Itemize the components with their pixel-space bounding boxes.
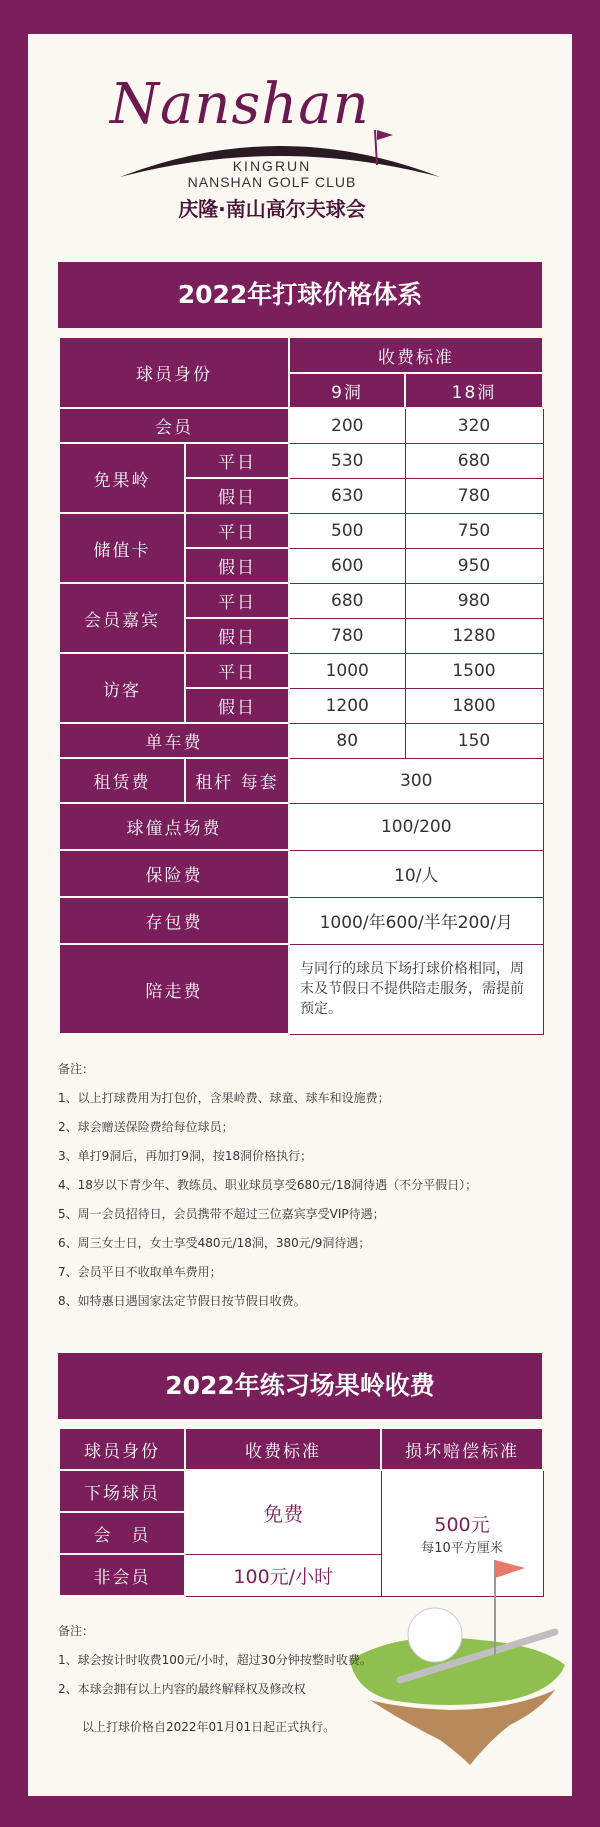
row-card: 储值卡 (59, 513, 185, 583)
notes2-title: 备注： (58, 1624, 95, 1638)
note-item: 4、18岁以下青少年、教练员、职业球员享受680元/18洞待遇（不分平假日）； (58, 1178, 478, 1192)
notes-practice (58, 1617, 372, 1704)
header-fee: 收费标准 (289, 337, 543, 373)
cell: 780 (289, 618, 405, 653)
cell: 1280 (405, 618, 543, 653)
row-member: 会员 (59, 408, 289, 443)
weekday-label: 平日 (185, 653, 289, 688)
cell: 320 (405, 408, 543, 443)
row-caddie: 球僮点场费 (59, 803, 289, 850)
note-item: 1、以上打球费用为打包价，含果岭费、球童、球车和设施费； (58, 1091, 390, 1105)
note-item: 2、本球会拥有以上内容的最终解释权及修改权 (58, 1682, 306, 1696)
notes-price (58, 1055, 477, 1316)
cell: 530 (289, 443, 405, 478)
holiday-label: 假日 (185, 618, 289, 653)
cell: 1000/年600/半年200/月 (289, 897, 543, 944)
cell: 680 (405, 443, 543, 478)
effective-date (82, 1713, 335, 1742)
cell: 680 (289, 583, 405, 618)
logo-line-kingrun: KINGRUN (232, 158, 312, 174)
weekday-label: 平日 (185, 583, 289, 618)
notes-title: 备注： (58, 1062, 95, 1076)
p-damage: 500元 (434, 1514, 490, 1537)
logo-line-chinese: 庆隆·南山高尔夫球会 (178, 197, 366, 221)
note-item: 2、球会赠送保险费给每位球员； (58, 1120, 234, 1134)
cell: 780 (405, 478, 543, 513)
cell: 100/200 (289, 803, 543, 850)
p-header-damage: 损坏赔偿标准 (381, 1428, 543, 1470)
p-header-fee: 收费标准 (185, 1428, 381, 1470)
header-player: 球员身份 (59, 337, 289, 408)
note-item: 3、单打9洞后，再加打9洞，按18洞价格执行； (58, 1149, 313, 1163)
header-18: 18洞 (405, 373, 543, 408)
p-row-nonmember: 非会员 (59, 1554, 185, 1596)
section-title-price: 2022年打球价格体系 (58, 262, 542, 328)
holiday-label: 假日 (185, 688, 289, 723)
header-9: 9洞 (289, 373, 405, 408)
price-table (58, 336, 544, 1035)
p-free: 免费 (185, 1470, 381, 1554)
row-insurance: 保险费 (59, 850, 289, 897)
p-row-player: 下场球员 (59, 1470, 185, 1512)
note-item: 1、球会按计时收费100元/小时，超过30分钟按整时收费。 (58, 1653, 372, 1667)
cell: 10/人 (289, 850, 543, 897)
cell: 200 (289, 408, 405, 443)
holiday-label: 假日 (185, 548, 289, 583)
p-row-member: 会 员 (59, 1512, 185, 1554)
walk-desc: 与同行的球员下场打球价格相同，周末及节假日不提供陪走服务，需提前预定。 (289, 944, 543, 1034)
p-nonmember-fee: 100元/小时 (185, 1554, 381, 1596)
row-visitor: 访客 (59, 653, 185, 723)
cell: 1800 (405, 688, 543, 723)
weekday-label: 平日 (185, 443, 289, 478)
cell: 950 (405, 548, 543, 583)
cell: 980 (405, 583, 543, 618)
row-guest: 会员嘉宾 (59, 583, 185, 653)
cell: 750 (405, 513, 543, 548)
cell: 300 (289, 758, 543, 803)
row-rent: 租赁费 (59, 758, 185, 803)
footer-text: 以上打球价格自2022年01月01日起正式执行。 (82, 1720, 336, 1734)
logo-line-club: NANSHAN GOLF CLUB (187, 174, 357, 190)
cell: 150 (405, 723, 543, 758)
note-item: 7、会员平日不收取单车费用； (58, 1265, 222, 1279)
row-free: 免果岭 (59, 443, 185, 513)
holiday-label: 假日 (185, 478, 289, 513)
row-cart: 单车费 (59, 723, 289, 758)
cell: 630 (289, 478, 405, 513)
cell: 500 (289, 513, 405, 548)
section-title-practice: 2022年练习场果岭收费 (58, 1353, 542, 1419)
note-item: 6、周三女士日，女士享受480元/18洞，380元/9洞待遇； (58, 1236, 371, 1250)
p-damage-unit: 每10平方厘米 (421, 1541, 503, 1557)
cell: 1000 (289, 653, 405, 688)
note-item: 8、如特惠日遇国家法定节假日按节假日收费。 (58, 1294, 306, 1308)
weekday-label: 平日 (185, 513, 289, 548)
rent-item: 租杆 每套 (185, 758, 289, 803)
cell: 600 (289, 548, 405, 583)
cell: 1200 (289, 688, 405, 723)
row-walk: 陪走费 (59, 944, 289, 1034)
cell: 80 (289, 723, 405, 758)
logo-script-text: Nanshan (110, 72, 370, 137)
p-header-player: 球员身份 (59, 1428, 185, 1470)
cell: 1500 (405, 653, 543, 688)
row-bag: 存包费 (59, 897, 289, 944)
golf-turf-illustration-icon (340, 1540, 572, 1770)
note-item: 5、周一会员招待日，会员携带不超过三位嘉宾享受VIP待遇； (58, 1207, 385, 1221)
